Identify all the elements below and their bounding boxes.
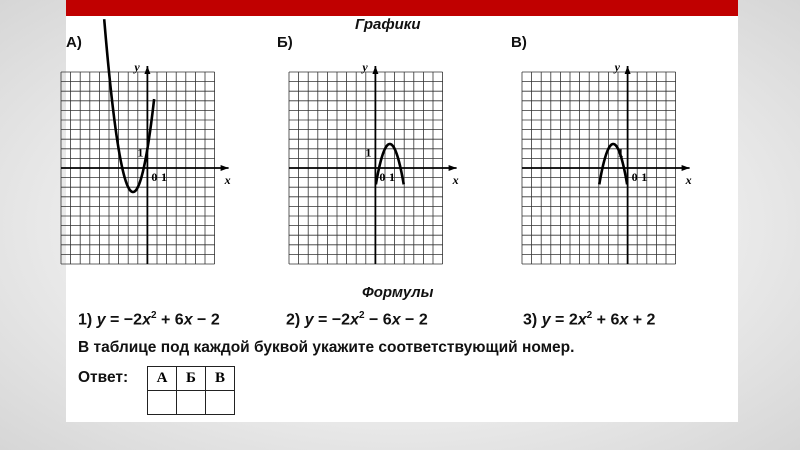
slide <box>66 0 738 422</box>
answer-input-row <box>148 391 235 415</box>
formula-number: 2) <box>286 311 301 329</box>
formula-2: 2) $y = -2x^2 - 6x - 2$ <box>286 310 428 329</box>
y-axis-arrow <box>625 66 631 74</box>
graph-b-label: Б) <box>277 34 293 51</box>
formula-term-c: + 2 <box>628 311 656 329</box>
graph-b <box>289 60 463 264</box>
tick-label-x: 1 <box>641 170 648 184</box>
answer-header-row <box>148 367 235 391</box>
y-axis-arrow <box>144 66 150 74</box>
formula-number: 1) <box>78 311 93 329</box>
answer-cell-c[interactable] <box>206 391 235 415</box>
formula-term-c: − 2 <box>192 311 220 329</box>
answer-header-a: А <box>148 367 177 391</box>
tick-label-x: 1 <box>389 170 395 184</box>
x-axis-label: x <box>685 173 692 187</box>
x-axis-label: x <box>452 173 459 187</box>
x-axis-label: x <box>224 173 231 187</box>
formula-3: 3) $y = 2x^2 + 6x + 2$ <box>523 310 656 329</box>
instruction-text: В таблице под каждой буквой укажите соответствующий номер. <box>78 339 575 356</box>
origin-label: 0 <box>631 170 638 184</box>
tick-label-y: 1 <box>617 145 624 160</box>
x-axis-arrow <box>221 165 229 171</box>
x-axis-arrow <box>682 165 690 171</box>
y-axis-label: y <box>614 60 620 74</box>
formula-coef-a: −2 <box>331 311 351 329</box>
tick-label-x: 1 <box>161 170 167 184</box>
answer-header-c: В <box>206 367 235 391</box>
formulas-heading: Формулы <box>362 284 434 301</box>
answer-header-b: Б <box>177 367 206 391</box>
answer-cell-a[interactable] <box>148 391 177 415</box>
origin-label: 0 <box>151 170 158 184</box>
graphs-heading: Графики <box>355 16 421 33</box>
answer-table <box>147 366 235 415</box>
answer-cell-b[interactable] <box>177 391 206 415</box>
formula-coef-a: −2 <box>123 311 143 329</box>
tick-label-y: 1 <box>365 145 372 160</box>
answer-label: Ответ: <box>78 369 129 386</box>
y-axis-label: y <box>134 60 140 74</box>
y-axis-label: y <box>362 60 368 74</box>
y-axis-arrow <box>372 66 378 74</box>
origin-label: 0 <box>379 170 386 184</box>
graph-c-label: В) <box>511 34 527 51</box>
formula-term-c: − 2 <box>400 311 428 329</box>
formula-1: 1) $y = -2x^2 + 6x - 2$ <box>78 310 220 329</box>
graph-c <box>522 60 696 264</box>
formula-term-b: − 6 <box>364 311 392 329</box>
formula-term-b: + 6 <box>156 311 184 329</box>
graph-a-label: А) <box>66 34 82 51</box>
graph-a <box>61 60 235 264</box>
tick-label-y: 1 <box>137 145 144 160</box>
formula-coef-a: 2 <box>568 311 578 329</box>
formula-term-b: + 6 <box>592 311 620 329</box>
accent-bar <box>66 0 738 16</box>
x-axis-arrow <box>449 165 457 171</box>
formula-number: 3) <box>523 311 538 329</box>
